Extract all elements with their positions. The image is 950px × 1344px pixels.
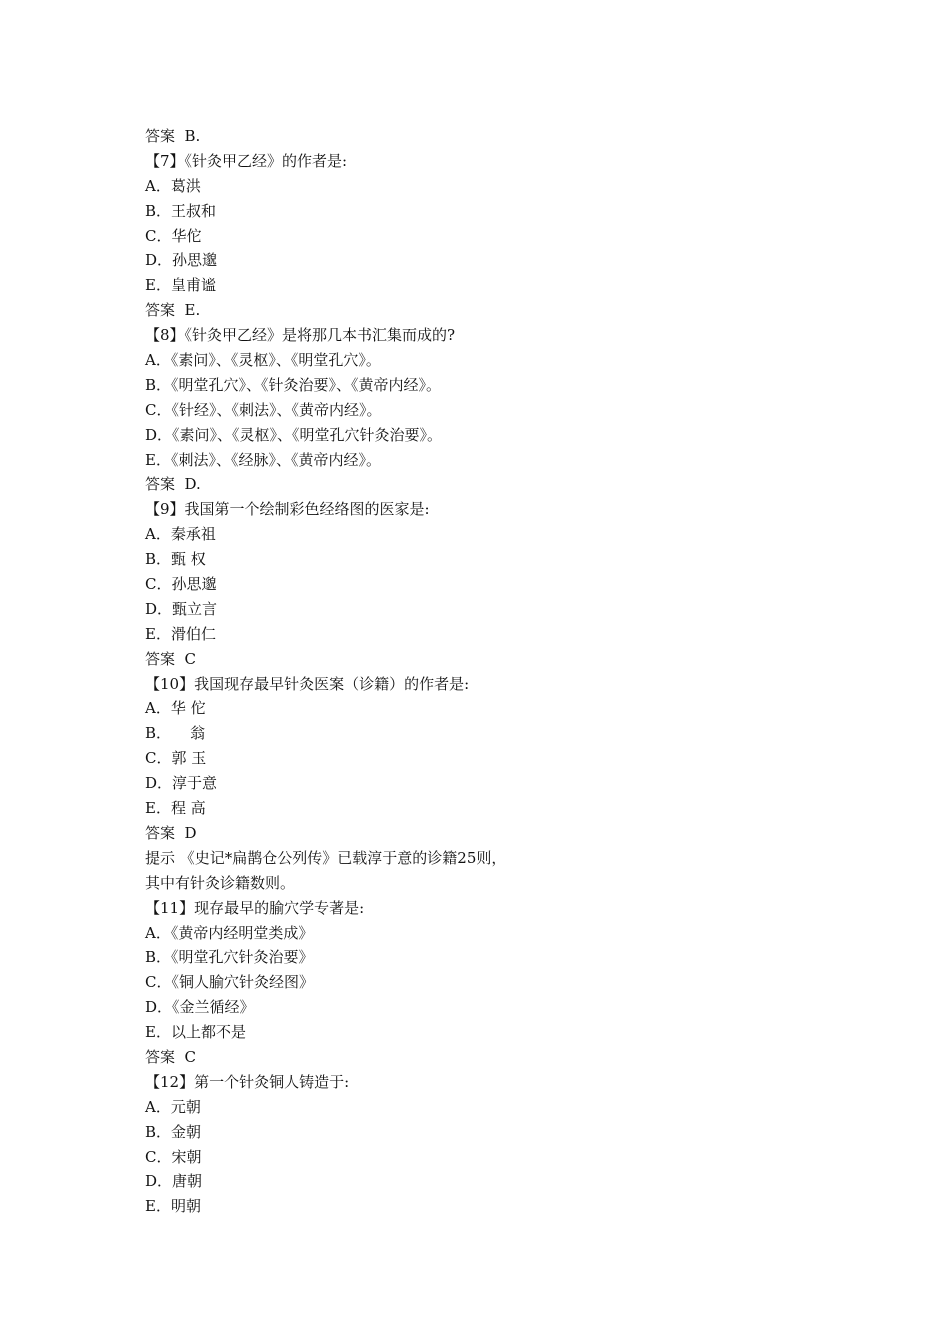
option-line: B．金朝	[145, 1122, 202, 1141]
answer-line: 答案 C	[145, 1047, 197, 1066]
hint-line: 其中有针灸诊籍数则。	[145, 873, 296, 892]
option-line: B．《明堂孔穴针灸治要》	[145, 948, 314, 967]
option-line: E．皇甫谧	[145, 276, 216, 295]
option-line: D．孙思邈	[145, 251, 218, 270]
answer-line: 答案 D	[145, 823, 197, 842]
question-11: 【11】现存最早的腧穴学专著是:	[145, 898, 365, 917]
option-line: C．华佗	[145, 226, 202, 245]
option-line: E．明朝	[145, 1197, 201, 1216]
option-line: D．甄立言	[145, 599, 218, 618]
question-8: 【8】《针灸甲乙经》是将那几本书汇集而成的?	[145, 326, 456, 345]
option-line: D．《素问》、《灵枢》、《明堂孔穴针灸治要》。	[145, 425, 443, 444]
question-10: 【10】我国现存最早针灸医案（诊籍）的作者是:	[145, 674, 470, 693]
option-line: C．《针经》、《刺法》、《黄帝内经》。	[145, 400, 382, 419]
option-line: B．《明堂孔穴》、《针灸治要》、《黄帝内经》。	[145, 375, 442, 394]
question-9: 【9】我国第一个绘制彩色经络图的医家是:	[145, 500, 430, 519]
question-12: 【12】第一个针灸铜人铸造于:	[145, 1072, 350, 1091]
answer-line: 答案 D.	[145, 475, 201, 494]
option-line: B．甄 权	[145, 550, 206, 569]
option-line: D．《金兰循经》	[145, 998, 255, 1017]
option-line: A．葛洪	[145, 176, 201, 195]
question-7: 【7】《针灸甲乙经》的作者是:	[145, 151, 348, 170]
option-line: C．孙思邈	[145, 575, 217, 594]
option-line: D．淳于意	[145, 774, 218, 793]
answer-line: 答案 B.	[145, 127, 201, 145]
option-line: A．华 佗	[145, 699, 206, 718]
option-line: B．王叔和	[145, 201, 217, 220]
option-line: C．宋朝	[145, 1147, 202, 1166]
document-page	[145, 124, 845, 1219]
option-line: D．唐朝	[145, 1172, 203, 1191]
option-line: E．《刺法》、《经脉》、《黄帝内经》。	[145, 450, 381, 469]
option-line: E．滑伯仁	[145, 624, 216, 643]
option-line: A．元朝	[145, 1097, 201, 1116]
option-line: B． 翁	[145, 724, 206, 743]
answer-line: 答案 E.	[145, 301, 201, 320]
option-line: A．秦承祖	[145, 525, 216, 544]
hint-line: 提示 《史记*扁鹊仓公列传》已载淳于意的诊籍25则，	[145, 848, 507, 867]
option-line: E．程 高	[145, 799, 206, 818]
answer-line: 答案 C	[145, 649, 197, 668]
option-line: C．《铜人腧穴针灸经图》	[145, 973, 314, 992]
option-line: C．郭 玉	[145, 749, 207, 768]
option-line: E．以上都不是	[145, 1023, 246, 1042]
option-line: A．《素问》、《灵枢》、《明堂孔穴》。	[145, 351, 381, 370]
option-line: A．《黄帝内经明堂类成》	[145, 923, 314, 942]
